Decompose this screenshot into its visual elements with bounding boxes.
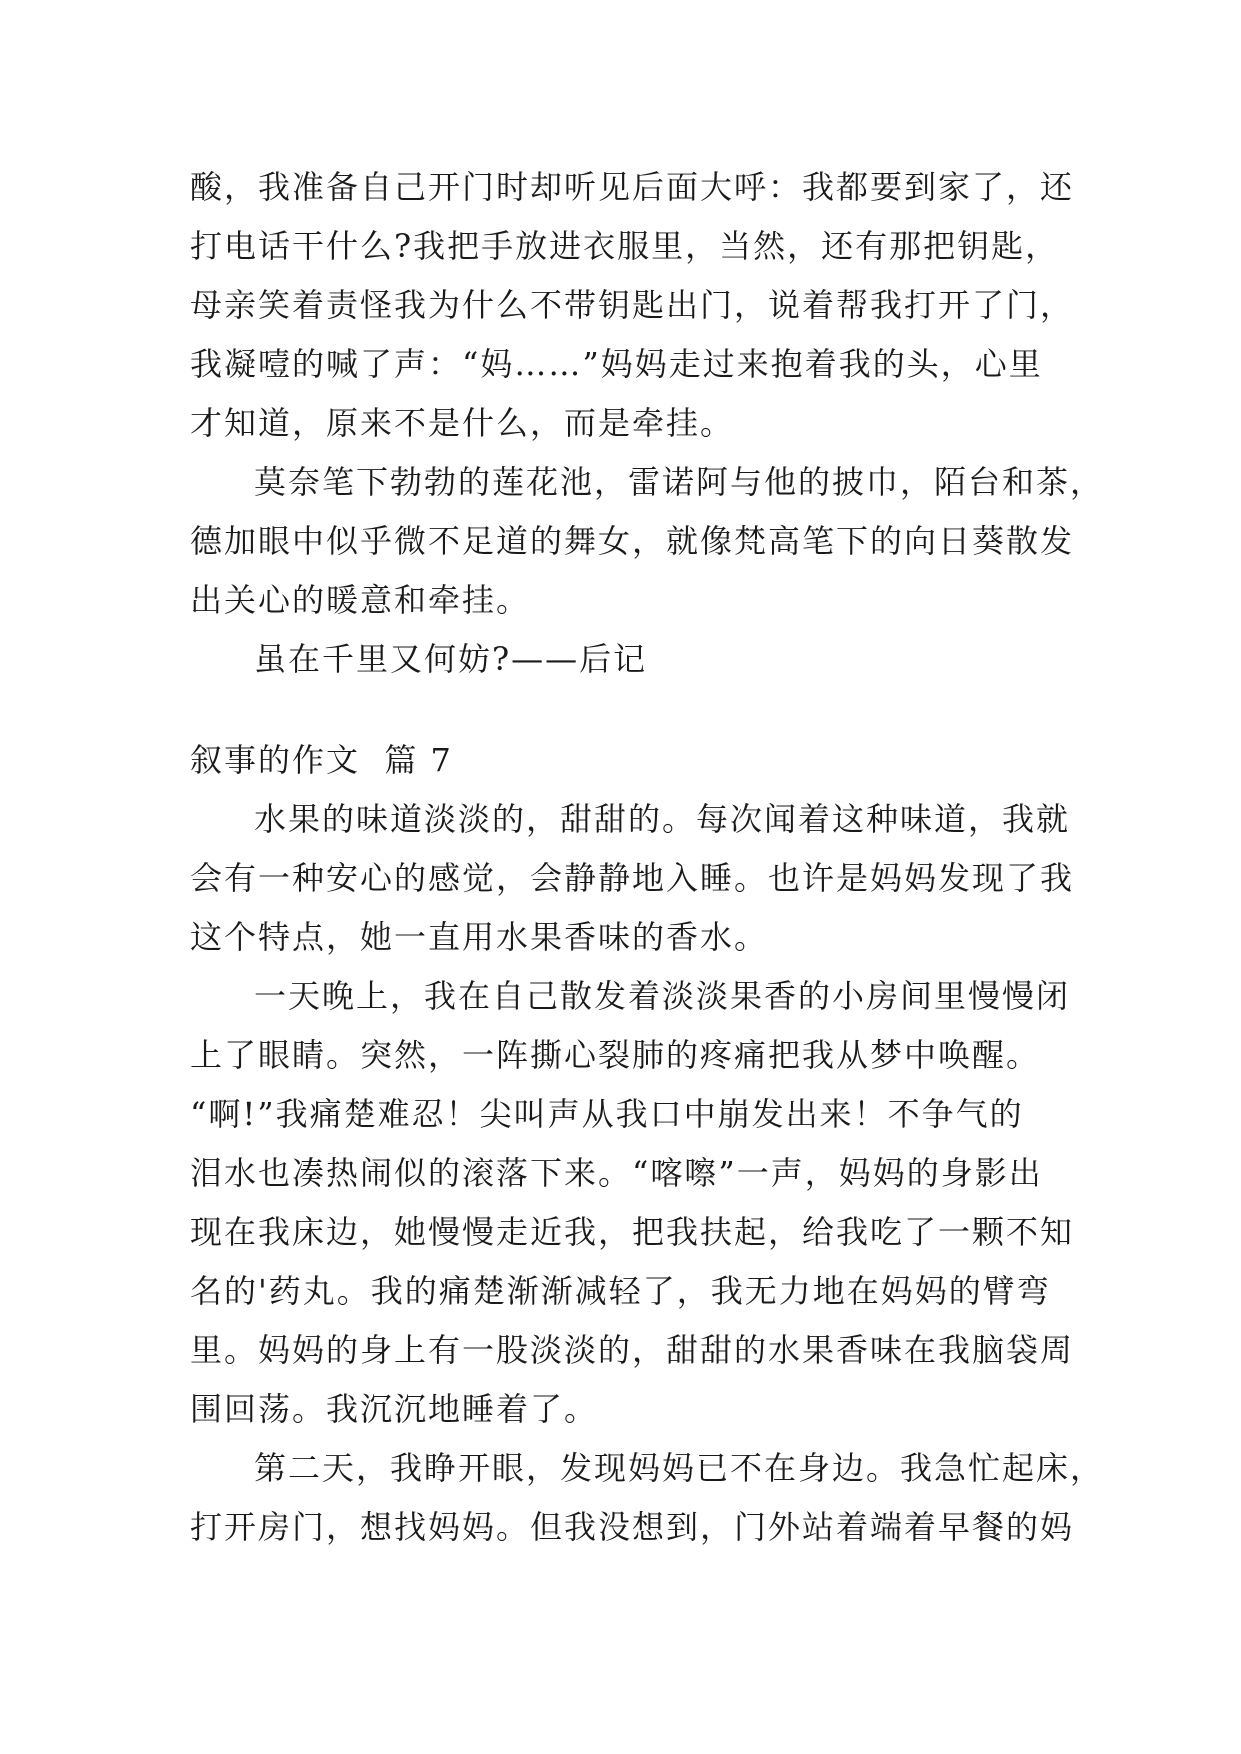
section-heading: 叙事的作文 篇 7: [190, 741, 453, 779]
text-line: 出关心的暖意和牵挂。: [190, 581, 531, 619]
text-line: 莫奈笔下勃勃的莲花池，雷诺阿与他的披巾，陌台和茶，: [254, 463, 1105, 501]
paragraph-1: [190, 158, 1075, 453]
text-line: “啊!”我痛楚难忍！尖叫声从我口中崩发出来！不争气的: [190, 1095, 1024, 1133]
text-line: 一天晚上，我在自己散发着淡淡果香的小房间里慢慢闭: [254, 977, 1071, 1015]
text-line: 现在我床边，她慢慢走近我，把我扶起，给我吃了一颗不知: [190, 1213, 1075, 1251]
text-line: 水果的味道淡淡的，甜甜的。每次闻着这种味道，我就: [254, 800, 1071, 838]
document-body: [190, 158, 1105, 1557]
paragraph-2: [190, 453, 1105, 630]
text-line: 母亲笑着责怪我为什么不带钥匙出门，说着帮我打开了门，: [190, 286, 1075, 324]
text-line: 虽在千里又何妨?——后记: [254, 640, 648, 678]
paragraph-3: [190, 630, 1060, 689]
text-line: 围回荡。我沉沉地睡着了。: [190, 1390, 599, 1428]
text-line: 里。妈妈的身上有一股淡淡的，甜甜的水果香味在我脑袋周: [190, 1331, 1075, 1369]
paragraph-5: [190, 967, 1075, 1439]
paragraph-6: [190, 1439, 1105, 1557]
text-line: 会有一种安心的感觉，会静静地入睡。也许是妈妈发现了我: [190, 859, 1075, 897]
text-line: 德加眼中似乎微不足道的舞女，就像梵高笔下的向日葵散发: [190, 522, 1075, 560]
text-line: 名的'药丸。我的痛楚渐渐减轻了，我无力地在妈妈的臂弯: [190, 1272, 1051, 1310]
text-line: 第二天，我睁开眼，发现妈妈已不在身边。我急忙起床，: [254, 1449, 1105, 1487]
text-line: 泪水也凑热闹似的滚落下来。“喀嚓”一声，妈妈的身影出: [190, 1154, 1043, 1192]
text-line: 打电话干什么?我把手放进衣服里，当然，还有那把钥匙，: [190, 227, 1060, 265]
text-line: 酸，我准备自己开门时却听见后面大呼：我都要到家了，还: [190, 168, 1075, 206]
text-line: 上了眼睛。突然，一阵撕心裂肺的疼痛把我从梦中唤醒。: [190, 1036, 1041, 1074]
text-line: 这个特点，她一直用水果香味的香水。: [190, 918, 769, 956]
text-line: 我凝噎的喊了声：“妈……”妈妈走过来抱着我的头，心里: [190, 345, 1043, 383]
text-line: 打开房门，想找妈妈。但我没想到，门外站着端着早餐的妈: [190, 1508, 1075, 1546]
text-line: 才知道，原来不是什么，而是牵挂。: [190, 404, 735, 442]
paragraph-4: [190, 790, 1075, 967]
